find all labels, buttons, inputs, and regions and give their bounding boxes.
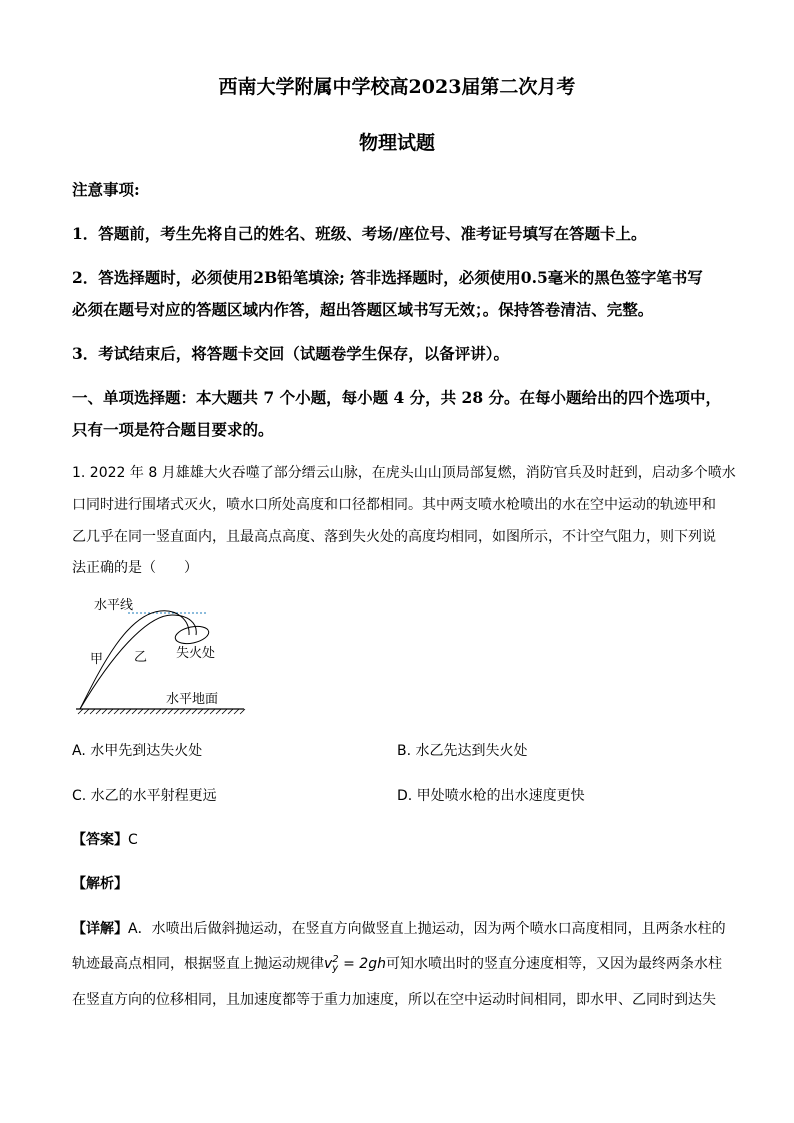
exam-subtitle: 物理试题: [358, 132, 435, 154]
formula-rest: = 2gh: [338, 956, 386, 972]
analysis-label: 【解析】: [72, 876, 128, 892]
formula-sup: 2: [332, 954, 339, 965]
trajectory-figure: [72, 595, 248, 720]
detail-text-2-post: 可知水喷出时的竖直分速度相等，又因为最终两条水柱: [385, 956, 722, 972]
option-c: C. 水乙的水平射程更远: [72, 788, 217, 804]
question-1-line-2: 口同时进行围堵式灭火，喷水口所处高度和口径都相同。其中两支喷水枪喷出的水在空中运动的轨迹甲和: [72, 497, 716, 513]
question-1-line-3: 乙几乎在同一竖直面内，且最高点高度、落到失火处的高度均相同，如图所示，不计空气阻力，则下列说: [72, 529, 716, 545]
answer-label: 【答案】: [72, 832, 128, 848]
option-d: D. 甲处喷水枪的出水速度更快: [397, 788, 585, 804]
formula: [324, 956, 386, 972]
notice-item-3: 3．考试结束后，将答题卡交回（试题卷学生保存，以备评讲）。: [72, 344, 510, 363]
label-track-b: 乙: [134, 650, 148, 665]
section-heading-line1: 一、单项选择题：本大题共 7 个小题，每小题 4 分，共 28 分。在每小题给出的四个选项中，: [72, 388, 722, 407]
section-heading-line2: 只有一项是符合题目要求的。: [72, 420, 274, 439]
notice-item-1: 1．答题前，考生先将自己的姓名、班级、考场/座位号、准考证号填写在答题卡上。: [72, 224, 647, 243]
label-fire: 失火处: [176, 646, 216, 661]
detail-line-2: [72, 953, 742, 973]
formula-sub: y: [332, 963, 339, 974]
formula-v: v: [324, 956, 333, 972]
detail-text-1: A．水喷出后做斜抛运动，在竖直方向做竖直上抛运动，因为两个喷水口高度相同，且两条水柱的: [128, 921, 726, 937]
label-horizontal-line: 水平线: [94, 598, 134, 613]
answer-value: C: [128, 832, 138, 848]
detail-label: 【详解】: [72, 921, 128, 937]
option-a: A. 水甲先到达失火处: [72, 743, 203, 759]
fire-location: [174, 624, 211, 647]
notice-heading: 注意事项:: [72, 180, 140, 199]
notice-item-2: 2．答选择题时，必须使用2B铅笔填涂; 答非选择题时，必须使用0.5毫米的黑色签字笔书写: [72, 268, 703, 287]
label-track-a: 甲: [90, 652, 104, 667]
question-1-line-1: 1. 2022 年 8 月雄雄大火吞噬了部分缙云山脉，在虎头山山顶局部复燃，消防官兵及时赶到，启动多个喷水: [72, 465, 736, 481]
detail-line-1: [72, 918, 742, 938]
notice-item-2-cont: 必须在题号对应的答题区域内作答，超出答题区域书写无效；。保持答卷清洁、完整。: [72, 300, 654, 319]
answer-line: [72, 829, 742, 849]
ground-hatch: [78, 709, 245, 714]
option-b: B. 水乙先达到失火处: [397, 743, 528, 759]
question-1-line-4: 法正确的是（ ）: [72, 560, 198, 576]
label-ground: 水平地面: [166, 692, 219, 707]
detail-text-2-pre: 轨迹最高点相同，根据竖直上抛运动规律: [72, 956, 324, 972]
exam-title: 西南大学附属中学校高2023届第二次月考: [218, 76, 576, 98]
detail-line-3: 在竖直方向的位移相同，且加速度都等于重力加速度，所以在空中运动时间相同，即水甲、乙同时到达失: [72, 992, 716, 1008]
